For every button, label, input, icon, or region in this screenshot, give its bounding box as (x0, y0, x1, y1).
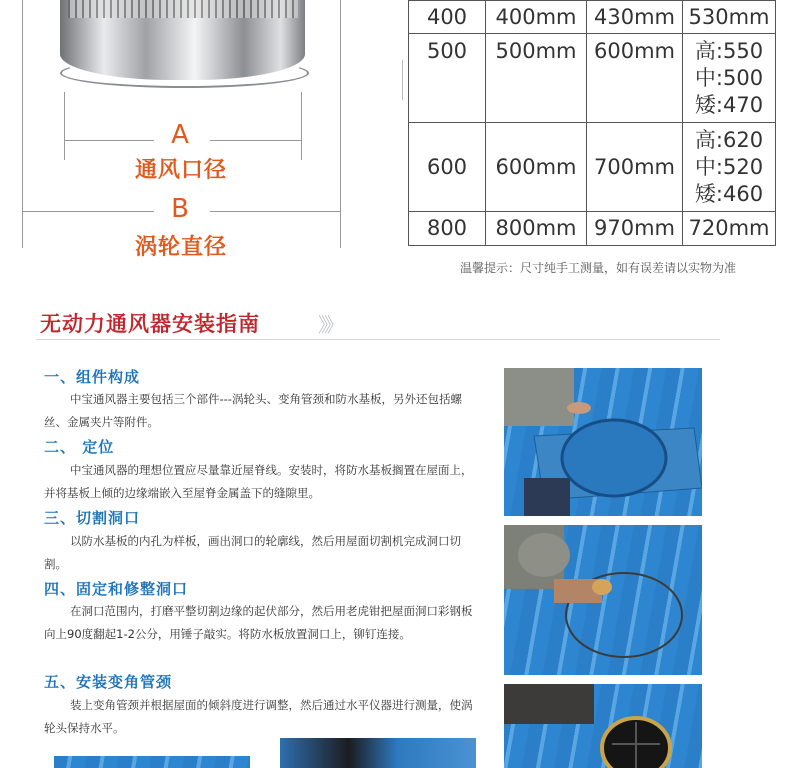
product-dimension-drawing (0, 0, 400, 260)
step-text: 在洞口范围内，打磨平整切割边缘的起伏部分，然后用老虎钳把屋面洞口彩钢板向上90度翻起1-2公分，用锤子敲实。将防水板放置洞口上，铆钉连接。 (44, 604, 473, 641)
height-tall: 高:550 (694, 38, 764, 63)
height-tall: 高:620 (694, 127, 764, 152)
height-medium: 中:520 (694, 154, 764, 179)
table-row (409, 1, 776, 34)
dimension-b-line-right (210, 211, 340, 212)
measurement-tip: 温馨提示：尺寸纯手工测量，如有误差请以实物为准 (460, 261, 737, 275)
step-heading: 二、 定位 (44, 438, 115, 456)
table-row (409, 123, 776, 212)
step-text: 装上变角管颈并根据屋面的倾斜度进行调整，然后通过水平仪器进行测量，使涡轮头保持水平。 (44, 698, 473, 735)
table-cell-a: 800mm (486, 212, 587, 246)
cutting-drawing (504, 525, 702, 675)
size-table (408, 0, 776, 246)
dimension-a-label: 通风口径 (134, 158, 227, 183)
dimension-b-line-left (22, 211, 154, 212)
dimension-a-line-left (64, 140, 154, 141)
photo-cutting-opening (504, 525, 702, 675)
dimension-b-label: 涡轮直径 (134, 235, 227, 260)
step-text: 以防水基板的内孔为样板，画出洞口的轮廓线，然后用屋面切割机完成洞口切割。 (44, 534, 461, 571)
step-heading: 一、组件构成 (44, 368, 141, 386)
step-heading: 五、安装变角管颈 (44, 673, 173, 691)
dimension-extension-line (64, 92, 65, 160)
base-plate-drawing (504, 368, 702, 516)
turbine-base-ring (60, 58, 309, 88)
photo-level-check (280, 738, 476, 768)
table-cell-size: 400 (409, 1, 486, 34)
chevron-right-icon: 》》 (318, 313, 340, 337)
height-medium: 中:500 (694, 65, 764, 90)
height-short: 矮:470 (694, 92, 764, 117)
photo-install-collar (54, 756, 250, 768)
dimension-extension-line (301, 92, 302, 160)
table-cell-height (683, 34, 776, 123)
table-cell-a: 400mm (486, 1, 587, 34)
step-text: 中宝通风器的理想位置应尽量靠近屋脊线。安装时，将防水基板搁置在屋面上，并将基板上倾的边缘端嵌入至屋脊金属盖下的缝隙里。 (44, 463, 473, 500)
photo-base-plate-placement (504, 368, 702, 516)
table-cell-b: 970mm (587, 212, 683, 246)
dimension-a-line-right (210, 140, 301, 141)
step-heading: 三、切割洞口 (44, 509, 141, 527)
table-cell-height (683, 123, 776, 212)
opening-drawing (504, 684, 702, 768)
step-text: 中宝通风器主要包括三个部件---涡轮头、变角管颈和防水基板，另外还包括螺丝、金属夹片等附件。 (44, 392, 462, 429)
turbine-vanes (68, 0, 298, 18)
dimension-b-letter: B (171, 194, 189, 224)
height-dimension-line (402, 60, 403, 100)
dimension-a-letter: A (171, 120, 189, 150)
dimension-extension-line (340, 0, 341, 248)
table-cell-size: 800 (409, 212, 486, 246)
table-row (409, 34, 776, 123)
table-cell-size: 500 (409, 34, 486, 123)
step-heading: 四、固定和修整洞口 (44, 580, 189, 598)
photo-opening-cut (504, 684, 702, 768)
guide-title: 无动力通风器安装指南 (40, 311, 260, 336)
table-cell-b: 700mm (587, 123, 683, 212)
height-short: 矮:460 (694, 181, 764, 206)
table-cell-height: 720mm (683, 212, 776, 246)
table-cell-size: 600 (409, 123, 486, 212)
guide-divider (36, 339, 720, 340)
table-cell-a: 500mm (486, 34, 587, 123)
table-cell-a: 600mm (486, 123, 587, 212)
table-cell-b: 600mm (587, 34, 683, 123)
table-cell-height: 530mm (683, 1, 776, 34)
table-row (409, 212, 776, 246)
table-cell-b: 430mm (587, 1, 683, 34)
